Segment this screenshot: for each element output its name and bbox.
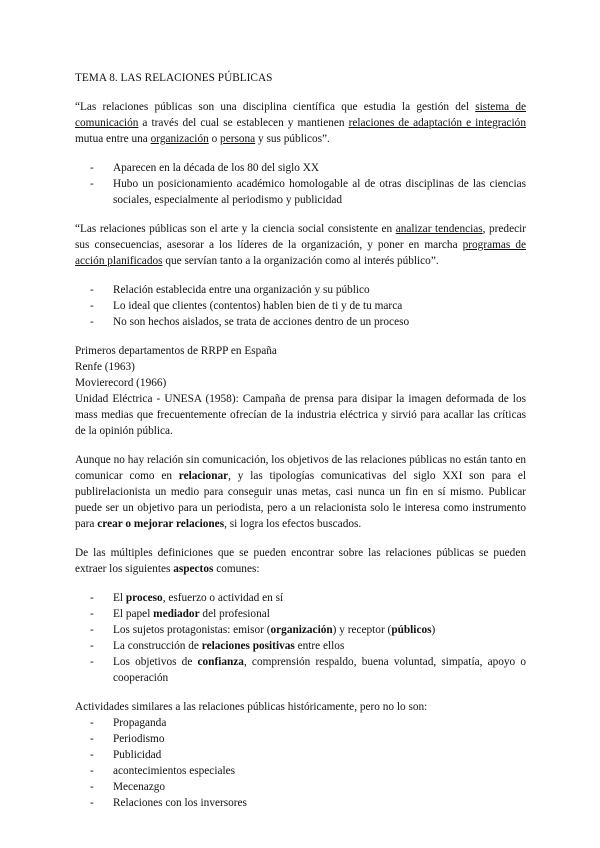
list-item [75, 590, 526, 606]
list-item [75, 747, 526, 763]
dash-list [75, 715, 526, 811]
text-run: y sus públicos”. [255, 133, 330, 145]
text-run: Hubo un posicionamiento académico homologable al de otras disciplinas de las ciencias sociales, especialmente al periodismo y publicidad [113, 178, 526, 206]
spacer [75, 532, 526, 545]
paragraph [75, 359, 526, 375]
text-run: comunes: [213, 563, 260, 575]
text-run: , y las tipologías comunicativas del siglo XXI son para el publirelacionista un medio para conseguir unas metas, casi nunca un fin en sí mismo. Publicar puede ser un objetivo para un periodista, pero a un relacionista solo le interesa como instrumento para [75, 470, 526, 530]
dash-list [75, 590, 526, 686]
spacer [75, 269, 526, 282]
text-run: Aunque no hay relación sin comunicación, los objetivos de las relaciones públicas no están tanto en comunicar como en [75, 454, 526, 482]
paragraph [75, 375, 526, 391]
text-run: Propaganda [113, 717, 167, 729]
list-item [75, 795, 526, 811]
text-run: Publicidad [113, 749, 162, 761]
list-item [75, 763, 526, 779]
text-run: ) y receptor ( [332, 624, 392, 636]
underlined-text: organización [150, 133, 209, 145]
text-run: ) [431, 624, 436, 636]
spacer [75, 330, 526, 343]
text-run: Movierecord (1966) [75, 377, 167, 389]
text-run: No son hechos aislados, se trata de acciones dentro de un proceso [113, 316, 410, 328]
paragraph [75, 545, 526, 577]
underlined-text: analizar tendencias [395, 223, 483, 235]
paragraph [75, 452, 526, 532]
text-run: , predecir sus consecuencias, asesorar a los líderes de la organización, y poner en marcha [75, 223, 526, 251]
spacer [75, 147, 526, 160]
spacer [75, 577, 526, 590]
list-item [75, 715, 526, 731]
text-run: Relación establecida entre una organización y su público [113, 284, 370, 296]
list-item [75, 176, 526, 208]
text-run: Relaciones con los inversores [113, 797, 247, 809]
paragraph [75, 391, 526, 439]
text-run: o [208, 133, 221, 145]
bold-text: confianza [197, 656, 244, 668]
document-body [75, 99, 526, 811]
bold-text: mediador [153, 608, 200, 620]
text-run: Lo ideal que clientes (contentos) hablen bien de ti y de tu marca [113, 300, 403, 312]
list-item [75, 654, 526, 686]
text-run: Aparecen en la década de los 80 del siglo XX [113, 162, 320, 174]
paragraph [75, 99, 526, 147]
underlined-text: persona [220, 133, 256, 145]
text-run: “Las relaciones públicas son una disciplina científica que estudia la gestión del [75, 101, 476, 113]
spacer [75, 439, 526, 452]
document-title: TEMA 8. LAS RELACIONES PÚBLICAS [75, 72, 273, 84]
text-run: , esfuerzo o actividad en sí [162, 592, 284, 604]
text-run: Actividades similares a las relaciones públicas históricamente, pero no lo son: [75, 701, 428, 713]
text-run: Renfe (1963) [75, 361, 135, 373]
text-run: “Las relaciones públicas son el arte y la ciencia social consistente en [75, 223, 396, 235]
underlined-text: programas de acción planificados [75, 239, 526, 267]
list-item [75, 298, 526, 314]
text-run: del profesional [199, 608, 270, 620]
text-run: mutua entre una [75, 133, 151, 145]
bold-text: organización [270, 624, 333, 636]
text-run: Los objetivos de [113, 656, 198, 668]
text-run: De las múltiples definiciones que se pueden encontrar sobre las relaciones públicas se pueden extraer los siguientes [75, 547, 526, 575]
text-run: Primeros departamentos de RRPP en España [75, 345, 277, 357]
text-run: , si logra los efectos buscados. [224, 518, 362, 530]
underlined-text: relaciones de adaptación e integración [348, 117, 526, 129]
paragraph [75, 343, 526, 359]
text-run: La construcción de [113, 640, 202, 652]
list-item [75, 622, 526, 638]
text-run: acontecimientos especiales [113, 765, 236, 777]
text-run: entre ellos [294, 640, 345, 652]
list-item [75, 314, 526, 330]
text-run: Mecenazgo [113, 781, 166, 793]
text-run: Periodismo [113, 733, 165, 745]
bold-text: aspectos [173, 563, 214, 575]
text-run: , comprensión respaldo, buena voluntad, simpatía, apoyo o cooperación [113, 656, 526, 684]
bold-text: relacionar [178, 470, 229, 482]
text-run: a través del cual se establecen y mantienen [138, 117, 349, 129]
text-run: El papel [113, 608, 154, 620]
paragraph [75, 221, 526, 269]
spacer [75, 86, 526, 99]
paragraph [75, 699, 526, 715]
list-item [75, 779, 526, 795]
bold-text: públicos [391, 624, 432, 636]
dash-list [75, 282, 526, 330]
bold-text: proceso [125, 592, 163, 604]
spacer [75, 208, 526, 221]
text-run: Unidad Eléctrica - UNESA (1958): Campaña de prensa para disipar la imagen deformada de los mass medias que frecuentemente ofrecían de la industria eléctrica y sirvió para acallar las críticas de la opinión pública. [75, 393, 526, 437]
list-item [75, 606, 526, 622]
list-item [75, 638, 526, 654]
dash-list [75, 160, 526, 208]
list-item [75, 731, 526, 747]
list-item [75, 282, 526, 298]
spacer [75, 686, 526, 699]
bold-text: relaciones positivas [201, 640, 295, 652]
document-page [75, 70, 526, 811]
text-run: que servían tanto a la organización como al interés público”. [162, 255, 439, 267]
text-run: El [113, 592, 126, 604]
underlined-text: sistema de comunicación [75, 101, 527, 129]
text-run: Los sujetos protagonistas: emisor ( [113, 624, 271, 636]
bold-text: crear o mejorar relaciones [97, 518, 225, 530]
list-item [75, 160, 526, 176]
